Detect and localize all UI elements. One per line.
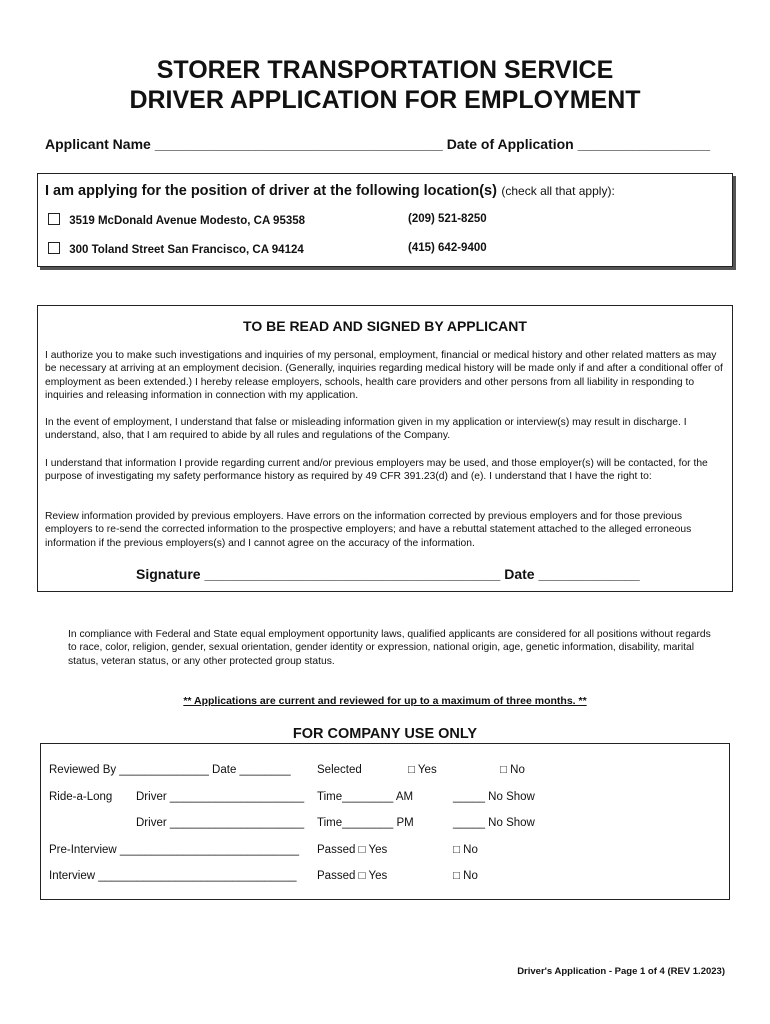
authorization-paragraph: In the event of employment, I understand that false or misleading information given in my application or interview(s) may result in discharge. I understand, also, that I am required to abide by all rules and regulations of the Company. xyxy=(45,417,687,442)
applicant-name-field[interactable]: _____________________________________ xyxy=(154,136,443,152)
location-phone: (415) 642-9400 xyxy=(408,242,487,254)
san-francisco-checkbox[interactable] xyxy=(48,242,60,254)
interview-passed-no[interactable]: □ No xyxy=(453,870,478,882)
ride-along-driver-pm-field[interactable]: Driver _____________________ xyxy=(136,817,305,829)
ride-along-label: Ride-a-Long xyxy=(49,791,113,803)
signature-label: Signature xyxy=(136,566,201,582)
authorization-paragraph: I authorize you to make such investigations and inquiries of my personal, employment, financial or medical history and other related matters as may be necessary at arriving at an employment decision. (Generally, inquiries regarding medical history will be made only if and after a conditional offer of employment as been extended.) I hereby release employers, schools, health care providers and other persons from all liability in responding to inquiries and releasing information in connection with my application. xyxy=(45,350,723,402)
time-pm-field[interactable]: Time________ PM xyxy=(317,817,414,829)
authorization-paragraph: I understand that information I provide regarding current and/or previous employers may be used, and those employer(s) will be contacted, for the purpose of investigating my safety performance history as required by 49 CFR 391.23(d) and (e). I understand that I have the right to: xyxy=(45,458,708,483)
modesto-checkbox[interactable] xyxy=(48,213,60,225)
interview-field[interactable]: Interview _______________________________ xyxy=(49,870,297,882)
location-option-modesto xyxy=(48,213,305,227)
no-show-pm-field[interactable]: _____ No Show xyxy=(453,817,535,829)
pre-interview-field[interactable]: Pre-Interview ____________________________ xyxy=(49,844,300,856)
location-option-san-francisco xyxy=(48,242,304,256)
application-validity-note: ** Applications are current and reviewed for up to a maximum of three months. ** xyxy=(183,695,587,707)
application-date-field[interactable]: _________________ xyxy=(577,136,710,152)
authorization-paragraph: Review information provided by previous employers. Have errors on the information corrected by previous employers and for those previous employers to re-send the corrected information to the prospective employers; and have a rebuttal statement attached to the alleged erroneous information if the previous employers(s) and I cannot agree on the accuracy of the information. xyxy=(45,511,692,549)
signature-field[interactable]: ______________________________________ xyxy=(204,566,501,582)
selected-yes-option[interactable]: □ Yes xyxy=(408,764,437,776)
location-address: 300 Toland Street San Francisco, CA 94124 xyxy=(69,244,304,256)
applicant-line xyxy=(45,136,710,152)
selected-no-option[interactable]: □ No xyxy=(500,764,525,776)
form-title-line2: DRIVER APPLICATION FOR EMPLOYMENT xyxy=(129,86,641,114)
location-address: 3519 McDonald Avenue Modesto, CA 95358 xyxy=(69,215,306,227)
location-heading xyxy=(45,182,615,200)
applicant-name-label: Applicant Name xyxy=(45,136,151,152)
signature-date-label: Date xyxy=(504,566,535,582)
no-show-am-field[interactable]: _____ No Show xyxy=(453,791,535,803)
time-am-field[interactable]: Time________ AM xyxy=(317,791,414,803)
pre-interview-passed-yes[interactable]: Passed □ Yes xyxy=(317,844,388,856)
signature-date-field[interactable]: _____________ xyxy=(538,566,640,582)
interview-passed-yes[interactable]: Passed □ Yes xyxy=(317,870,388,882)
page-footer: Driver's Application - Page 1 of 4 (REV 1.2023) xyxy=(517,966,725,977)
reviewed-by-field[interactable]: Reviewed By ______________ Date ________ xyxy=(49,764,291,776)
application-date-label: Date of Application xyxy=(446,136,574,152)
ride-along-driver-am-field[interactable]: Driver _____________________ xyxy=(136,791,305,803)
eeo-statement: In compliance with Federal and State equal employment opportunity laws, qualified applicants are considered for all positions without regards to race, color, religion, gender, sexual orientation, gender identity or expression, national origin, age, genetic information, disability, marital status, veteran status, or any other protected group status. xyxy=(68,629,711,667)
company-use-heading: FOR COMPANY USE ONLY xyxy=(292,726,478,742)
location-box xyxy=(37,173,733,267)
location-phone: (209) 521-8250 xyxy=(408,213,487,225)
pre-interview-passed-no[interactable]: □ No xyxy=(453,844,478,856)
form-title-line1: STORER TRANSPORTATION SERVICE xyxy=(156,56,614,84)
authorization-heading: TO BE READ AND SIGNED BY APPLICANT xyxy=(243,318,527,334)
signature-line xyxy=(136,566,640,582)
selected-label: Selected xyxy=(317,764,362,776)
location-heading-text: I am applying for the position of driver at the following location(s) xyxy=(45,183,497,199)
location-heading-note: (check all that apply): xyxy=(501,184,615,198)
